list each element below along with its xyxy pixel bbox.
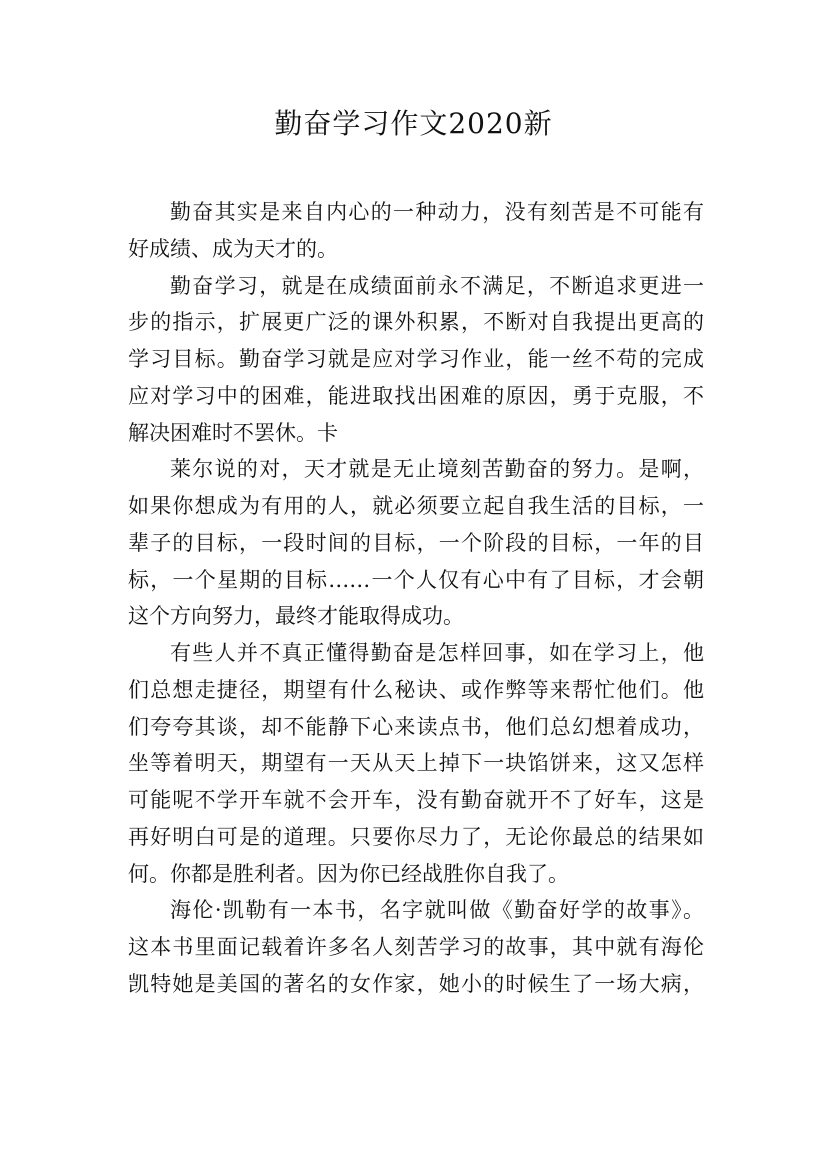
text-line: 有些人并不真正懂得勤奋是怎样回事，如在学习上，他 [170,641,704,665]
text-line: 莱尔说的对，天才就是无止境刻苦勤奋的努力。是啊， [170,457,704,482]
text-line: 凯特她是美国的著名的女作家，她小的时候生了一场大病， [128,971,704,996]
text-line: 们夸夸其谈，却不能静下心来读点书，他们总幻想着成功， [128,714,704,739]
text-line: 何。你都是胜利者。因为你已经战胜你自我了。 [128,861,569,886]
text-line: 辈子的目标，一段时间的目标，一个阶段的目标，一年的目 [128,530,704,555]
text-line: 可能呢不学开车就不会开车，没有勤奋就开不了好车，这是 [128,788,704,812]
text-line: 勤奋其实是来自内心的一种动力，没有刻苦是不可能有 [170,200,704,224]
text-line: 这个方向努力，最终才能取得成功。 [128,604,464,629]
text-line: 学习目标。勤奋学习就是应对学习作业，能一丝不苟的完成 [128,347,704,371]
text-line: 勤奋学习，就是在成绩面前永不满足，不断追求更进一 [170,273,704,298]
text-line: 解决困难时不罢休。卡 [128,420,338,445]
text-line: 如果你想成为有用的人，就必须要立起自我生活的目标，一 [128,494,704,518]
text-line: 这本书里面记载着许多名人刻苦学习的故事，其中就有海伦 [128,935,704,959]
document-title: 勤奋学习作文2020新 [274,107,553,140]
text-line: 步的指示，扩展更广泛的课外积累，不断对自我提出更高的 [128,310,704,335]
text-line: 好成绩、成为天才的。 [128,236,338,261]
document-body [128,194,704,1003]
text-line: 标，一个星期的目标……一个人仅有心中有了目标，才会朝 [128,567,704,592]
text-line: 应对学习中的困难，能进取找出困难的原因，勇于克服，不 [128,383,704,408]
text-line: 坐等着明天，期望有一天从天上掉下一块馅饼来，这又怎样 [128,751,704,776]
text-line: 海伦·凯勒有一本书，名字就叫做《勤奋好学的故事》。 [170,898,704,923]
text-line: 再好明白可是的道理。只要你尽力了，无论你最总的结果如 [128,824,704,849]
text-line: 们总想走捷径，期望有什么秘诀、或作弊等来帮忙他们。他 [128,677,704,702]
